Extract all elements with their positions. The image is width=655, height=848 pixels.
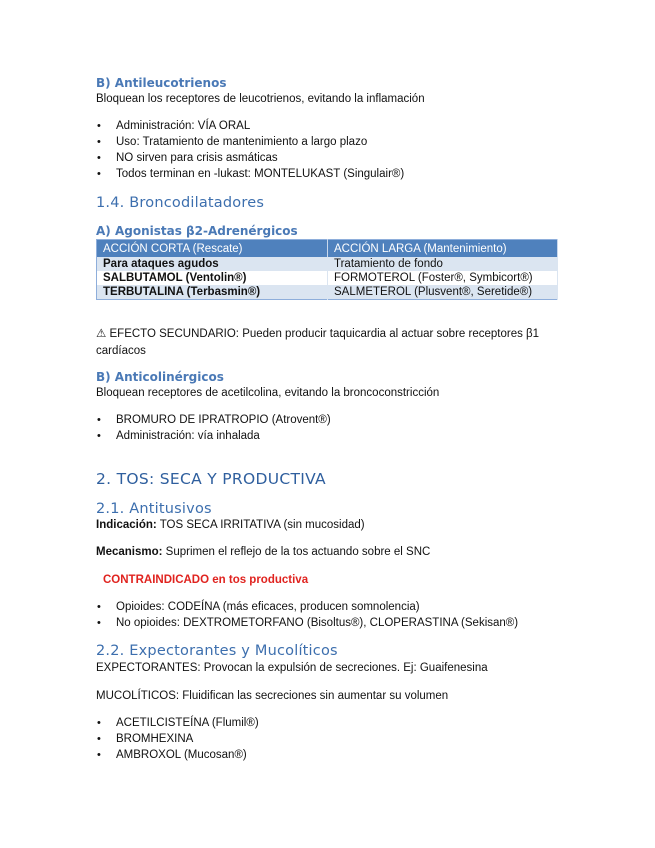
antitusivos-list	[96, 599, 518, 631]
list-item: • BROMHEXINA	[96, 731, 259, 747]
table-cell: SALBUTAMOL (Ventolin®)	[97, 271, 328, 285]
indicacion-line	[96, 519, 365, 531]
mecanismo-line	[96, 546, 430, 558]
mucoliticos-text: MUCOLÍTICOS: Fluidifican las secreciones sin aumentar su volumen	[96, 690, 449, 702]
antitusivos-heading: 2.1. Antitusivos	[96, 501, 212, 517]
table-header-larga: ACCIÓN LARGA (Mantenimiento)	[328, 240, 558, 258]
antileucotrienos-list	[96, 118, 404, 182]
table-cell: SALMETEROL (Plusvent®, Seretide®)	[328, 285, 558, 300]
antileucotrienos-description: Bloquean los receptores de leucotrienos, evitando la inflamación	[96, 93, 425, 105]
anticolinergicos-heading: B) Anticolinérgicos	[96, 370, 224, 384]
contraindicado-warning: CONTRAINDICADO en tos productiva	[103, 574, 309, 586]
list-item: • NO sirven para crisis asmáticas	[96, 150, 404, 166]
agonistas-table	[96, 239, 558, 300]
indicacion-label: Indicación:	[96, 519, 157, 531]
list-item: • AMBROXOL (Mucosan®)	[96, 747, 259, 763]
list-item: • Administración: vía inhalada	[96, 428, 331, 444]
tos-heading: 2. TOS: SECA Y PRODUCTIVA	[96, 470, 326, 488]
list-item: • Uso: Tratamiento de mantenimiento a largo plazo	[96, 134, 404, 150]
expectorantes-heading: 2.2. Expectorantes y Mucolíticos	[96, 643, 338, 659]
table-row	[97, 271, 558, 285]
list-item: • BROMURO DE IPRATROPIO (Atrovent®)	[96, 412, 331, 428]
agonistas-heading: A) Agonistas β2-Adrenérgicos	[96, 224, 298, 238]
indicacion-text: TOS SECA IRRITATIVA (sin mucosidad)	[156, 519, 365, 531]
mecanismo-text: Suprimen el reflejo de la tos actuando sobre el SNC	[162, 546, 431, 558]
table-row	[97, 257, 558, 271]
list-item: • Administración: VÍA ORAL	[96, 118, 404, 134]
mucoliticos-list	[96, 715, 259, 763]
table-header-corta: ACCIÓN CORTA (Rescate)	[97, 240, 328, 258]
table-row	[97, 285, 558, 300]
side-effect-warning: ⚠ EFECTO SECUNDARIO: Pueden producir taquicardia al actuar sobre receptores β1 cardíacos	[96, 328, 540, 357]
table-cell: FORMOTEROL (Foster®, Symbicort®)	[328, 271, 558, 285]
antileucotrienos-heading: B) Antileucotrienos	[96, 76, 227, 90]
mecanismo-label: Mecanismo:	[96, 546, 163, 558]
table-cell: Para ataques agudos	[97, 257, 328, 271]
list-item: • Opioides: CODEÍNA (más eficaces, producen somnolencia)	[96, 599, 518, 615]
table-cell: Tratamiento de fondo	[328, 257, 558, 271]
anticolinergicos-description: Bloquean receptores de acetilcolina, evitando la broncoconstricción	[96, 387, 440, 399]
list-item: • ACETILCISTEÍNA (Flumil®)	[96, 715, 259, 731]
list-item: • No opioides: DEXTROMETORFANO (Bisoltus®), CLOPERASTINA (Sekisan®)	[96, 615, 518, 631]
expectorantes-text: EXPECTORANTES: Provocan la expulsión de secreciones. Ej: Guaifenesina	[96, 662, 488, 674]
table-header-row	[97, 240, 558, 258]
broncodilatadores-heading: 1.4. Broncodilatadores	[96, 195, 265, 211]
anticolinergicos-list	[96, 412, 331, 444]
table-cell: TERBUTALINA (Terbasmin®)	[97, 285, 328, 300]
list-item: • Todos terminan en -lukast: MONTELUKAST (Singulair®)	[96, 166, 404, 182]
